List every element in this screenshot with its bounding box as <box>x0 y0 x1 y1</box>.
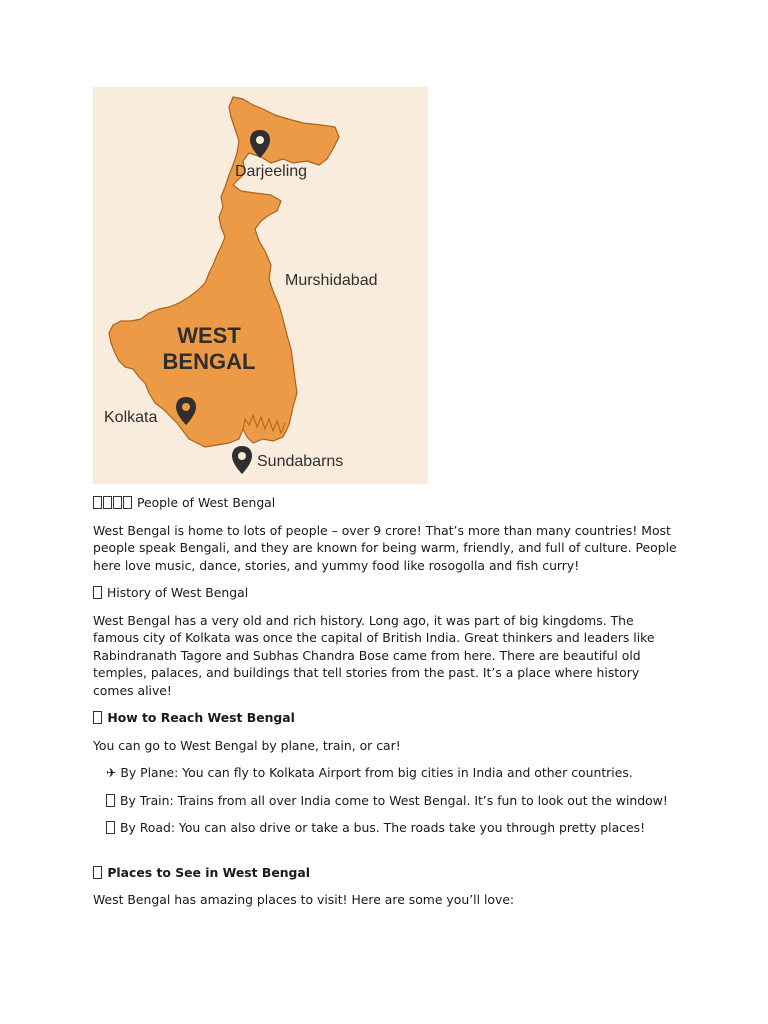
people-heading-text: People of West Bengal <box>136 495 276 510</box>
people-heading <box>93 494 678 512</box>
map-place-label-murshidabad: Murshidabad <box>285 272 378 289</box>
history-heading <box>93 584 678 602</box>
reach-list-item-road <box>106 819 678 837</box>
missing-glyph-icon <box>93 586 102 599</box>
car-icon <box>106 821 115 834</box>
map-region-label-line1: WEST <box>177 323 241 348</box>
missing-glyph-icon <box>93 496 102 509</box>
reach-item-text: By Train: Trains from all over India come to West Bengal. It’s fun to look out the window! <box>119 792 668 808</box>
history-paragraph: West Bengal has a very old and rich history. Long ago, it was part of big kingdoms. The famous city of Kolkata was once the capital of British India. Great thinkers and leaders like Rabindranath Tagore and Subhas Chandra Bose came from here. There are beautiful old temples, palaces, and buildings that tell stories from the past. It’s a place where history comes alive! <box>93 612 655 698</box>
places-heading-text: Places to See in West Bengal <box>107 864 311 880</box>
reach-intro: You can go to West Bengal by plane, train, or car! <box>93 737 401 753</box>
blank-line <box>93 847 678 864</box>
reach-item-text: By Road: You can also drive or take a bus. The roads take you through pretty places! <box>119 820 646 835</box>
map-place-label-darjeeling: Darjeeling <box>235 163 308 180</box>
missing-glyph-icon <box>123 496 132 509</box>
map-place-label-kolkata: Kolkata <box>104 409 158 426</box>
west-bengal-map-image <box>93 87 428 484</box>
history-heading-text: History of West Bengal <box>106 585 249 600</box>
places-heading <box>93 864 678 882</box>
map-svg <box>93 87 428 484</box>
reach-heading <box>93 709 678 727</box>
missing-glyph-icon <box>93 866 102 879</box>
train-icon <box>106 794 115 807</box>
map-region-label-line2: BENGAL <box>162 349 256 374</box>
reach-list-item-train <box>106 792 678 810</box>
reach-heading-text: How to Reach West Bengal <box>107 710 295 725</box>
airplane-icon: ✈ <box>106 765 117 780</box>
places-intro: West Bengal has amazing places to visit! Here are some you’ll love: <box>93 892 515 907</box>
missing-glyph-icon <box>113 496 122 509</box>
map-place-label-sundabarns: Sundabarns <box>257 453 344 470</box>
document-body <box>93 494 678 919</box>
missing-glyph-icon <box>93 711 102 724</box>
reach-item-text: By Plane: You can fly to Kolkata Airport from big cities in India and other countries. <box>120 765 633 780</box>
people-paragraph: West Bengal is home to lots of people – over 9 crore! That’s more than many countries! Most people speak Bengali, and they are known for being warm, friendly, and full of culture. People here love music, dance, stories, and yummy food like rosogolla and fish curry! <box>93 522 677 573</box>
missing-glyph-icon <box>103 496 112 509</box>
reach-list-item-plane <box>106 764 678 782</box>
